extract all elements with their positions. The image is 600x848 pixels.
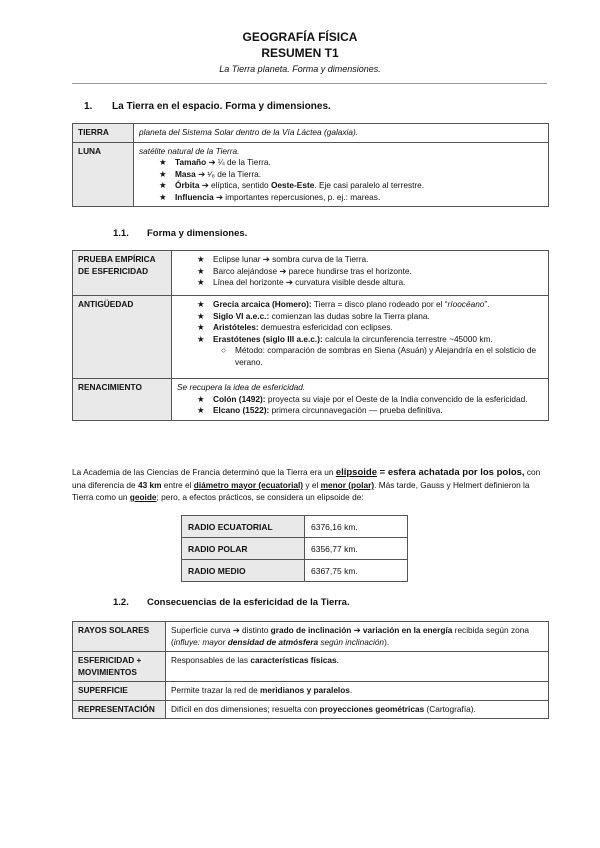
item-text: Línea del horizonte ➔ curvatura visible desde altura. — [213, 277, 406, 287]
item-text: ➔ ¼ de la Tierra. — [206, 157, 271, 167]
star-bullet-icon: ★ — [197, 299, 205, 309]
item-text: Tierra = disco plano rodeado por el “ — [311, 299, 448, 309]
cell-text: Responsables de las — [171, 655, 251, 665]
section-1-2-number: 1.2. — [113, 597, 129, 608]
antiguedad-cell — [172, 296, 549, 379]
section-1-number: 1. — [84, 101, 93, 112]
cell-bold: características físicas — [250, 655, 337, 665]
antiguedad-label: ANTIGÜEDAD — [73, 296, 172, 379]
item-bold: Órbita — [175, 180, 200, 190]
list-item — [139, 169, 543, 181]
list-item — [139, 157, 543, 169]
item-bold: Siglo VI a.e.c.: — [213, 310, 270, 321]
elipsoide-paragraph — [72, 466, 552, 503]
star-bullet-icon: ★ — [159, 168, 167, 179]
list-item — [177, 254, 543, 266]
item-text: Eclipse lunar ➔ sombra curva de la Tierra. — [213, 254, 369, 264]
item-bold: Tamaño — [175, 157, 207, 167]
representacion-label: REPRESENTACIÓN — [73, 700, 166, 719]
list-item — [177, 266, 543, 278]
rayos-label: RAYOS SOLARES — [73, 622, 166, 652]
antiguedad-list — [177, 299, 543, 345]
para-text: La Academia de las Ciencias de Francia determinó que la Tierra era un — [72, 467, 336, 477]
renacimiento-label: RENACIMIENTO — [73, 379, 172, 421]
prueba-label: PRUEBA EMPÍRICA DE ESFERICIDAD — [73, 251, 172, 296]
table-row — [73, 682, 549, 701]
star-bullet-icon: ★ — [197, 333, 205, 344]
list-item — [177, 277, 543, 289]
star-bullet-icon: ★ — [197, 322, 205, 332]
item-text: comienzan las dudas sobre la Tierra plana. — [269, 310, 430, 321]
para-text: y el — [303, 480, 321, 490]
section-1-2-heading — [113, 597, 350, 608]
item-bold: Masa — [175, 168, 196, 179]
item-text: Barco alejándose ➔ parece hundirse tras el horizonte. — [213, 265, 412, 276]
cell-text: recibida según zona ( — [171, 625, 529, 647]
prueba-cell — [172, 251, 549, 296]
list-item — [139, 192, 543, 204]
cell-bold: grado de inclinación — [270, 625, 352, 635]
section-1-1-number: 1.1. — [113, 228, 129, 239]
cell-italic: según inclinación — [318, 636, 385, 647]
radio-label: RADIO POLAR — [182, 538, 305, 560]
item-bold: Erastótenes (siglo III a.e.c.): — [213, 333, 323, 344]
document-tagline: La Tierra planeta. Forma y dimensiones. — [219, 64, 381, 74]
para-text: con una diferencia de — [72, 467, 541, 490]
cell-text: Permite trazar la red de — [171, 685, 260, 695]
section-1-title: La Tierra en el espacio. Forma y dimensiones. — [112, 101, 331, 112]
star-bullet-icon: ★ — [197, 254, 205, 264]
item-bold: Influencia — [175, 191, 214, 202]
item-text: . Eje casi paralelo al terrestre. — [314, 180, 425, 190]
renacimiento-intro: Se recupera la idea de esfericidad. — [177, 382, 306, 392]
consecuencias-table — [72, 621, 549, 719]
luna-cell — [134, 142, 549, 207]
rayos-cell — [166, 622, 549, 652]
luna-label: LUNA — [73, 142, 134, 207]
star-bullet-icon: ★ — [197, 265, 205, 276]
item-bold: Oeste-Este — [270, 180, 315, 190]
document-subtitle: RESUMEN T1 — [261, 46, 339, 60]
table-row — [182, 516, 408, 538]
header-divider — [72, 83, 547, 84]
forma-table — [72, 250, 549, 421]
radio-value: 6356,77 km. — [305, 538, 408, 560]
esfericidad-cell — [166, 652, 549, 682]
star-bullet-icon: ★ — [197, 277, 205, 287]
item-text: calcula la circunferencia terrestre ~45000 km. — [322, 333, 493, 344]
tierra-luna-table — [72, 123, 549, 207]
item-italic: ríoocéano — [447, 299, 485, 309]
item-bold: Aristóteles: — [213, 322, 259, 332]
table-row — [73, 379, 549, 421]
document-title: GEOGRAFÍA FÍSICA — [242, 30, 358, 44]
item-bold: Colón (1492): — [213, 393, 266, 404]
table-row — [73, 251, 549, 296]
item-text: ➔ importantes repercusiones, p. ej.: mareas. — [213, 191, 381, 202]
section-1-2-title: Consecuencias de la esfericidad de la Tierra. — [147, 597, 350, 608]
star-bullet-icon: ★ — [197, 310, 205, 321]
star-bullet-icon: ★ — [159, 157, 167, 167]
list-item — [177, 334, 543, 346]
cell-bold: proyecciones geométricas — [319, 703, 425, 714]
star-bullet-icon: ★ — [197, 393, 205, 404]
table-row — [73, 652, 549, 682]
item-text: ”. — [484, 299, 490, 309]
radio-value: 6367,75 km. — [305, 560, 408, 582]
section-1-1-title: Forma y dimensiones. — [147, 228, 248, 239]
para-keyword: menor (polar) — [320, 480, 375, 490]
luna-intro: satélite natural de la Tierra. — [139, 145, 240, 156]
section-1-heading — [84, 101, 331, 112]
radios-table — [181, 515, 408, 582]
para-keyword: = esfera achatada por los polos, — [377, 467, 525, 478]
table-row — [73, 296, 549, 379]
star-bullet-icon: ★ — [197, 405, 205, 415]
para-keyword: elipsoide — [335, 467, 377, 478]
esfericidad-label: ESFERICIDAD + MOVIMIENTOS — [73, 652, 166, 682]
tierra-text: planeta del Sistema Solar dentro de la Vía Láctea (galaxia). — [134, 124, 549, 143]
cell-text: . — [336, 655, 339, 665]
representacion-cell — [166, 700, 549, 719]
item-text: primera circunnavegación — prueba definitiva. — [269, 405, 443, 415]
cell-text: ➔ — [351, 625, 363, 635]
star-bullet-icon: ★ — [159, 180, 167, 190]
item-bold: Elcano (1522): — [213, 405, 270, 415]
para-text: entre el — [161, 480, 194, 490]
para-keyword: 43 km — [137, 480, 162, 490]
list-item — [177, 311, 543, 323]
cell-text: Superficie curva ➔ distinto — [171, 625, 271, 635]
star-bullet-icon: ★ — [159, 191, 167, 202]
cell-bold-italic: densidad de atmósfera — [227, 636, 319, 647]
list-item — [139, 180, 543, 192]
cell-text: Difícil en dos dimensiones; resuelta con — [171, 703, 320, 714]
item-text: ➔ ¹⁄₈ de la Tierra. — [195, 168, 262, 179]
cell-text: (Cartografía). — [424, 703, 476, 714]
item-text: proyecta su viaje por el Oeste de la India convencido de la esfericidad. — [265, 393, 528, 404]
item-text: ➔ elíptica, sentido — [199, 180, 271, 190]
item-bold: Grecia arcaica (Homero): — [213, 299, 312, 309]
tierra-label: TIERRA — [73, 124, 134, 143]
radio-label: RADIO MEDIO — [182, 560, 305, 582]
cell-italic: influye: mayor — [173, 636, 228, 647]
item-text: demuestra esfericidad con eclipses. — [258, 322, 393, 332]
section-1-1-heading — [113, 228, 247, 239]
table-row — [73, 622, 549, 652]
item-text: Método: comparación de sombras en Siena (Asuán) y Alejandría en el solsticio de verano. — [235, 345, 537, 367]
renacimiento-list — [177, 394, 543, 417]
radio-label: RADIO ECUATORIAL — [182, 516, 305, 538]
superficie-label: SUPERFICIE — [73, 682, 166, 701]
antiguedad-sub-item — [177, 345, 543, 368]
luna-list — [139, 157, 543, 203]
para-text: ; pero, a efectos prácticos, se considera un elipsoide de: — [156, 492, 364, 502]
list-item — [177, 394, 543, 406]
table-row — [182, 560, 408, 582]
list-item — [177, 299, 543, 311]
table-row — [182, 538, 408, 560]
para-text: . Más tarde, Gauss y Helmert definieron la Tierra como un — [72, 480, 530, 502]
prueba-list — [177, 254, 543, 289]
table-row — [73, 142, 549, 207]
superficie-cell — [166, 682, 549, 701]
cell-bold: variación en la energía — [362, 625, 453, 635]
cell-bold: meridianos y paralelos — [260, 685, 350, 695]
list-item — [177, 405, 543, 417]
list-item — [177, 322, 543, 334]
table-row — [73, 124, 549, 143]
renacimiento-cell — [172, 379, 549, 421]
circle-bullet-icon: ○ — [221, 345, 227, 355]
cell-text: . — [349, 685, 353, 695]
radio-value: 6376,16 km. — [305, 516, 408, 538]
table-row — [73, 700, 549, 719]
cell-text: ). — [384, 636, 390, 647]
para-keyword: diámetro mayor (ecuatorial) — [193, 480, 304, 490]
para-keyword: geoide — [129, 492, 157, 502]
